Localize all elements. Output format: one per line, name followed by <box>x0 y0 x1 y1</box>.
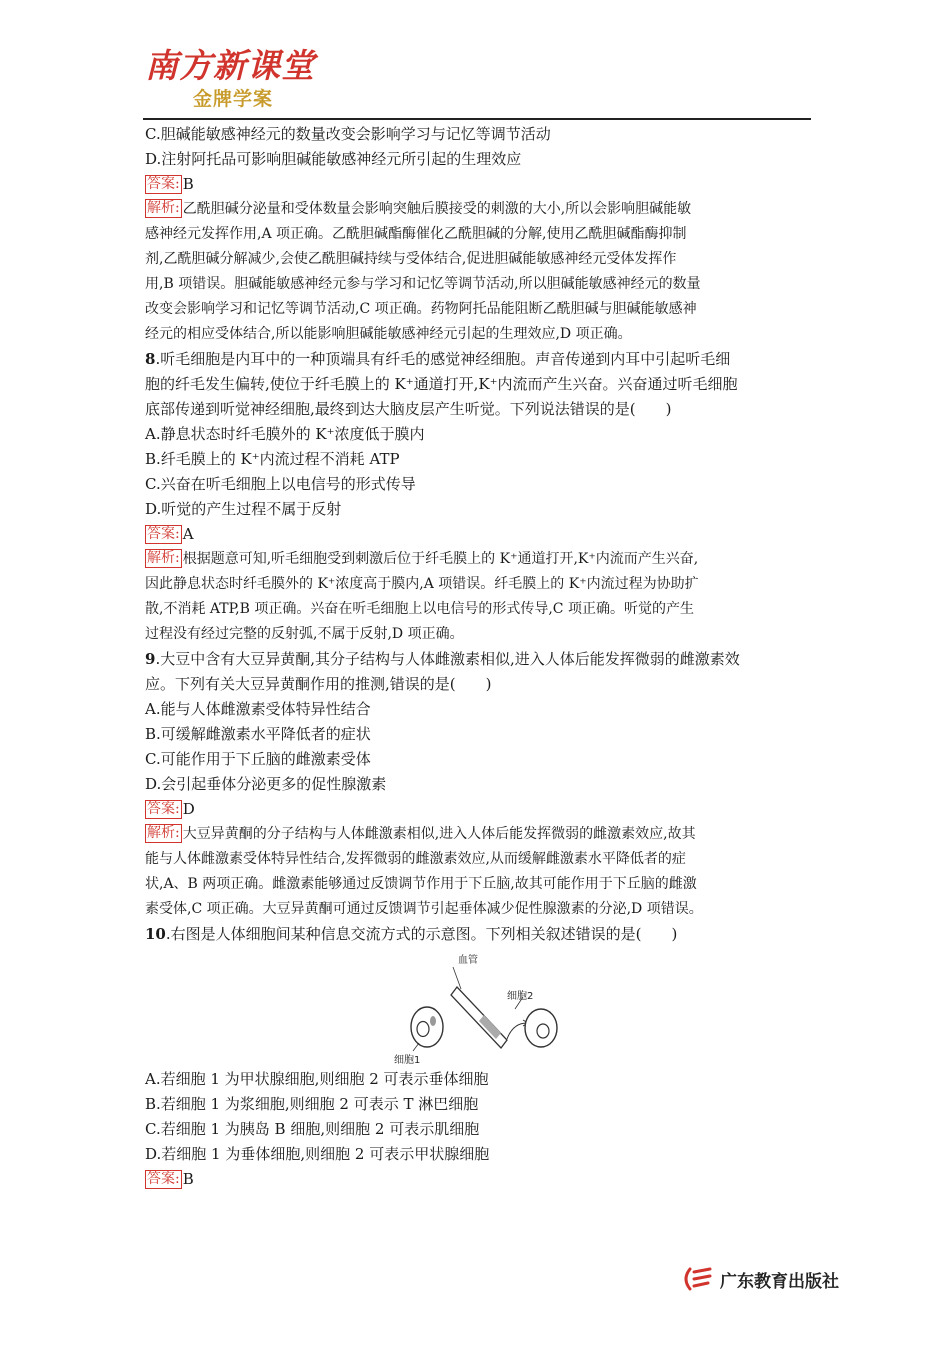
text-line <box>145 497 811 522</box>
answer-line <box>145 1167 811 1192</box>
line-text: 过程没有经过完整的反射弧,不属于反射,D 项正确。 <box>145 626 464 642</box>
publisher-name: 广东教育出版社 <box>720 1271 839 1292</box>
line-text: 改变会影响学习和记忆等调节活动,C 项正确。药物阿托品能阻断乙酰胆碱与胆碱能敏感神 <box>145 301 697 317</box>
text-line <box>145 847 811 872</box>
text-line <box>145 272 811 297</box>
question-number: 10 <box>145 925 166 943</box>
question-number: 9 <box>145 650 156 668</box>
page-content <box>145 122 811 1192</box>
line-text: B <box>182 175 194 193</box>
text-line <box>145 572 811 597</box>
cell-diagram <box>395 947 565 1067</box>
line-text: C.兴奋在听毛细胞上以电信号的形式传导 <box>145 475 416 493</box>
question-stem-line <box>145 922 811 947</box>
answer-tag: 答案: <box>147 801 180 817</box>
text-line <box>145 597 811 622</box>
text-line <box>145 222 811 247</box>
line-text: C.若细胞 1 为胰岛 B 细胞,则细胞 2 可表示肌细胞 <box>145 1120 480 1138</box>
label-cell1: 细胞1 <box>394 1055 421 1066</box>
line-text: .右图是人体细胞间某种信息交流方式的示意图。下列相关叙述错误的是( ) <box>165 925 678 943</box>
text-line <box>145 147 811 172</box>
text-block-options <box>145 1067 811 1192</box>
text-line <box>145 447 811 472</box>
line-text: D.听觉的产生过程不属于反射 <box>145 500 342 518</box>
header-rule <box>143 118 811 120</box>
secretion-dot <box>430 1016 436 1026</box>
text-line <box>145 747 811 772</box>
blood-vessel-shape <box>451 987 507 1048</box>
answer-line <box>145 522 811 547</box>
answer-line <box>145 797 811 822</box>
line-text: B.可缓解雌激素水平降低者的症状 <box>145 725 371 743</box>
explanation-line <box>145 197 811 222</box>
text-line <box>145 397 811 422</box>
line-text: 能与人体雌激素受体特异性结合,发挥微弱的雌激素效应,从而缓解雌激素水平降低者的症 <box>145 851 686 867</box>
answer-tag: 答案: <box>147 526 180 542</box>
line-text: .听毛细胞是内耳中的一种顶端具有纤毛的感觉神经细胞。声音传递到内耳中引起听毛细 <box>155 350 731 368</box>
answer-tag: 答案: <box>147 176 180 192</box>
line-text: A.若细胞 1 为甲状腺细胞,则细胞 2 可表示垂体细胞 <box>145 1070 489 1088</box>
text-line <box>145 697 811 722</box>
line-text: A.能与人体雌激素受体特异性结合 <box>145 700 371 718</box>
line-text: 经元的相应受体结合,所以能影响胆碱能敏感神经元引起的生理效应,D 项正确。 <box>145 326 632 342</box>
analysis-tag: 解析: <box>147 825 180 841</box>
line-text: A <box>182 525 194 543</box>
cell-1-nucleus <box>417 1022 429 1037</box>
text-line <box>145 672 811 697</box>
line-text: A.静息状态时纤毛膜外的 K⁺浓度低于膜内 <box>145 425 425 443</box>
text-line <box>145 422 811 447</box>
leader-line-cell1 <box>413 1043 419 1051</box>
publisher-logo-icon <box>680 1266 714 1292</box>
line-text: 大豆异黄酮的分子结构与人体雌激素相似,进入人体后能发挥微弱的雌激素效应,故其 <box>182 826 696 842</box>
line-text: 素受体,C 项正确。大豆异黄酮可通过反馈调节引起垂体减少促性腺激素的分泌,D 项错误。 <box>145 901 703 917</box>
analysis-tag: 解析: <box>147 550 180 566</box>
text-line <box>145 772 811 797</box>
text-line <box>145 872 811 897</box>
leader-line-vessel <box>453 967 461 989</box>
line-text: D.若细胞 1 为垂体细胞,则细胞 2 可表示甲状腺细胞 <box>145 1145 490 1163</box>
line-text: 根据题意可知,听毛细胞受到刺激后位于纤毛膜上的 K⁺通道打开,K⁺内流而产生兴奋, <box>182 551 699 567</box>
line-text: 散,不消耗 ATP,B 项正确。兴奋在听毛细胞上以电信号的形式传导,C 项正确。听觉的产生 <box>145 601 694 617</box>
text-line <box>145 722 811 747</box>
text-line <box>145 1092 811 1117</box>
text-line <box>145 472 811 497</box>
line-text: 胞的纤毛发生偏转,使位于纤毛膜上的 K⁺通道打开,K⁺内流而产生兴奋。兴奋通过听毛细胞 <box>145 375 738 393</box>
line-text: C.胆碱能敏感神经元的数量改变会影响学习与记忆等调节活动 <box>145 125 551 143</box>
line-text: 应。下列有关大豆异黄酮作用的推测,错误的是( ) <box>145 675 492 693</box>
line-text: 底部传递到听觉神经细胞,最终到达大脑皮层产生听觉。下列说法错误的是( ) <box>145 400 672 418</box>
publisher-footer <box>680 1264 839 1294</box>
line-text: 剂,乙酰胆碱分解减少,会使乙酰胆碱持续与受体结合,促进胆碱能敏感神经元受体发挥作 <box>145 251 677 267</box>
line-text: 因此静息状态时纤毛膜外的 K⁺浓度高于膜内,A 项错误。纤毛膜上的 K⁺内流过程为协助扩 <box>145 576 699 592</box>
line-text: .大豆中含有大豆异黄酮,其分子结构与人体雌激素相似,进入人体后能发挥微弱的雌激素效 <box>155 650 740 668</box>
logo-sub-text: 金牌学案 <box>193 88 274 110</box>
line-text: B <box>182 1170 194 1188</box>
text-line <box>145 1067 811 1092</box>
answer-line <box>145 172 811 197</box>
text-line <box>145 622 811 647</box>
question-number: 8 <box>145 350 156 368</box>
line-text: D <box>182 800 195 818</box>
logo-main-text: 南方新课堂 <box>145 46 315 85</box>
publisher-logo <box>143 40 333 112</box>
line-text: 感神经元发挥作用,A 项正确。乙酰胆碱酯酶催化乙酰胆碱的分解,使用乙酰胆碱酯酶抑制 <box>145 226 687 242</box>
text-line <box>145 372 811 397</box>
text-block-questions <box>145 122 811 947</box>
text-line <box>145 322 811 347</box>
line-text: B.若细胞 1 为浆细胞,则细胞 2 可表示 T 淋巴细胞 <box>145 1095 479 1113</box>
text-line <box>145 122 811 147</box>
analysis-tag: 解析: <box>147 200 180 216</box>
label-cell2: 细胞2 <box>507 991 534 1002</box>
text-line <box>145 297 811 322</box>
line-text: 乙酰胆碱分泌量和受体数量会影响突触后膜接受的刺激的大小,所以会影响胆碱能敏 <box>182 201 692 217</box>
label-vessel: 血管 <box>458 955 478 966</box>
line-text: 状,A、B 两项正确。雌激素能够通过反馈调节作用于下丘脑,故其可能作用于下丘脑的雌激 <box>145 876 697 892</box>
answer-tag: 答案: <box>147 1171 180 1187</box>
explanation-line <box>145 547 811 572</box>
text-line <box>145 1142 811 1167</box>
question-stem-line <box>145 347 811 372</box>
text-line <box>145 247 811 272</box>
line-text: D.会引起垂体分泌更多的促性腺激素 <box>145 775 387 793</box>
text-line <box>145 1117 811 1142</box>
explanation-line <box>145 822 811 847</box>
question-stem-line <box>145 647 811 672</box>
line-text: D.注射阿托品可影响胆碱能敏感神经元所引起的生理效应 <box>145 150 522 168</box>
line-text: C.可能作用于下丘脑的雌激素受体 <box>145 750 371 768</box>
line-text: B.纤毛膜上的 K⁺内流过程不消耗 ATP <box>145 450 400 468</box>
line-text: 用,B 项错误。胆碱能敏感神经元参与学习和记忆等调节活动,所以胆碱能敏感神经元的数量 <box>145 276 701 292</box>
text-line <box>145 897 811 922</box>
cell-signaling-figure <box>145 947 811 1067</box>
cell-2-nucleus <box>537 1024 549 1038</box>
